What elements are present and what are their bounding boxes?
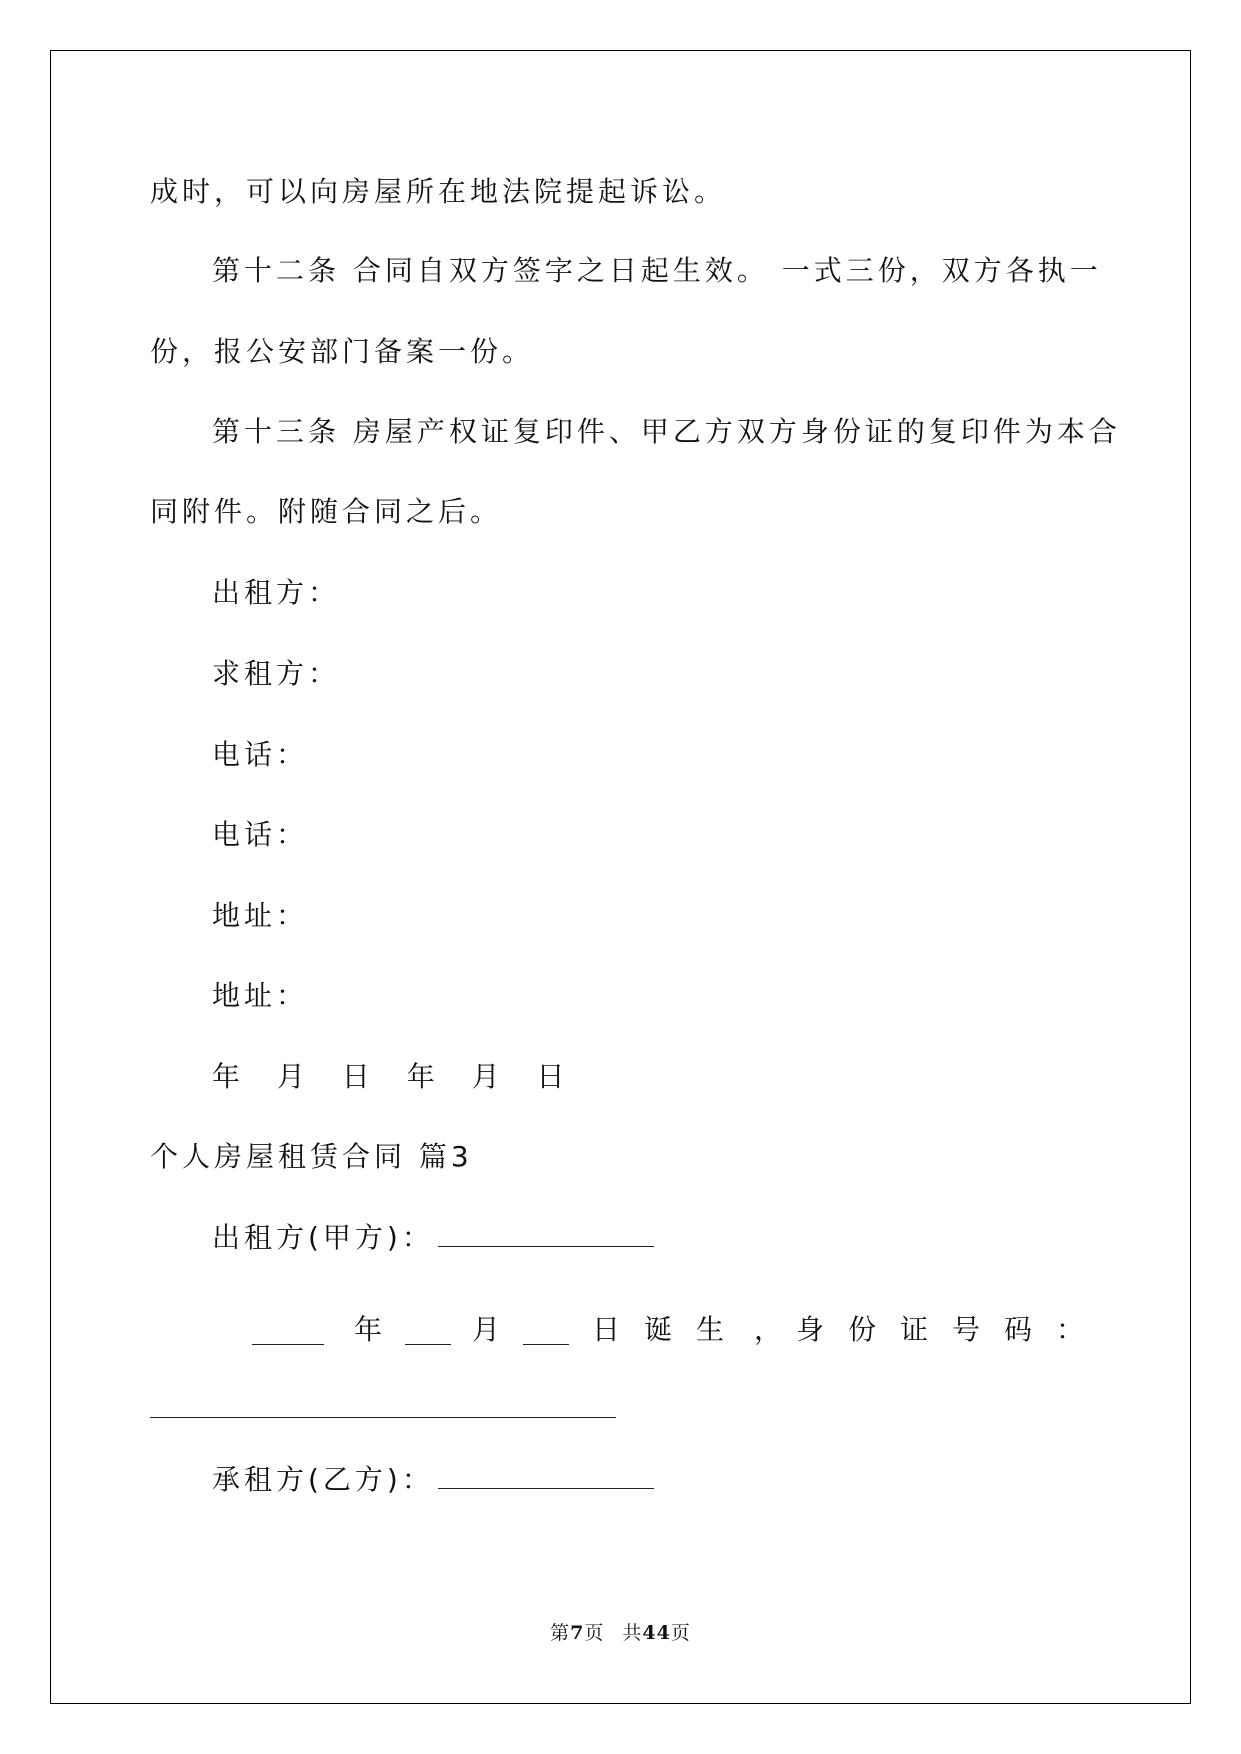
page-footer — [0, 1618, 1241, 1645]
blank-line — [252, 1322, 324, 1345]
dob-char: 日 — [592, 1313, 621, 1346]
dob-char: 码 — [1004, 1313, 1033, 1346]
phone-label: 电话： — [212, 818, 309, 851]
blank-line — [438, 1466, 654, 1489]
dob-char: 号 — [952, 1313, 981, 1346]
dob-char: 年 — [354, 1313, 383, 1346]
lessee-party-label: 承租方(乙方)： — [212, 1463, 434, 1496]
lessor-party-label: 出租方(甲方)： — [212, 1221, 434, 1254]
dob-char: 证 — [900, 1313, 929, 1346]
lessee-signature-label: 求租方： — [212, 657, 341, 690]
section-title: 个人房屋租赁合同 篇3 — [150, 1140, 473, 1173]
blank-line — [438, 1224, 654, 1247]
dob-char: 份 — [848, 1313, 877, 1346]
footer-total-suffix: 页 — [670, 1622, 691, 1644]
article-13-line: 第十三条 房屋产权证复印件、甲乙方双方身份证的复印件为本合 — [212, 415, 1121, 448]
total-page-count: 44 — [642, 1622, 671, 1644]
lessee-party-line — [212, 1462, 654, 1498]
paragraph-line: 成时，可以向房屋所在地法院提起诉讼。 — [150, 175, 727, 208]
lessor-party-line — [212, 1220, 654, 1256]
date-line: 年 月 日 年 月 日 — [212, 1060, 579, 1093]
paragraph-line: 份，报公安部门备案一份。 — [150, 335, 535, 368]
address-label: 地址： — [212, 979, 309, 1012]
page-frame — [50, 50, 1191, 1704]
paragraph-line: 同附件。附随合同之后。 — [150, 495, 503, 528]
footer-prefix: 第 — [550, 1622, 571, 1644]
footer-total-prefix: 共 — [622, 1622, 643, 1644]
blank-line — [523, 1322, 569, 1345]
birth-id-line — [150, 1312, 1085, 1352]
address-label: 地址： — [212, 899, 309, 932]
blank-line — [405, 1322, 451, 1345]
phone-label: 电话： — [212, 738, 309, 771]
article-12-line: 第十二条 合同自双方签字之日起生效。 一式三份，双方各执一 — [212, 254, 1102, 287]
dob-char: 身 — [796, 1313, 825, 1346]
dob-char: ： — [1056, 1313, 1085, 1346]
footer-page-suffix: 页 — [584, 1622, 605, 1644]
dob-char: 生 — [696, 1313, 725, 1346]
dob-char: 诞 — [644, 1313, 673, 1346]
current-page-number: 7 — [570, 1622, 585, 1644]
id-number-blank-line — [150, 1395, 616, 1418]
dob-char: ， — [754, 1313, 783, 1346]
dob-char: 月 — [472, 1313, 501, 1346]
lessor-signature-label: 出租方： — [212, 576, 341, 609]
